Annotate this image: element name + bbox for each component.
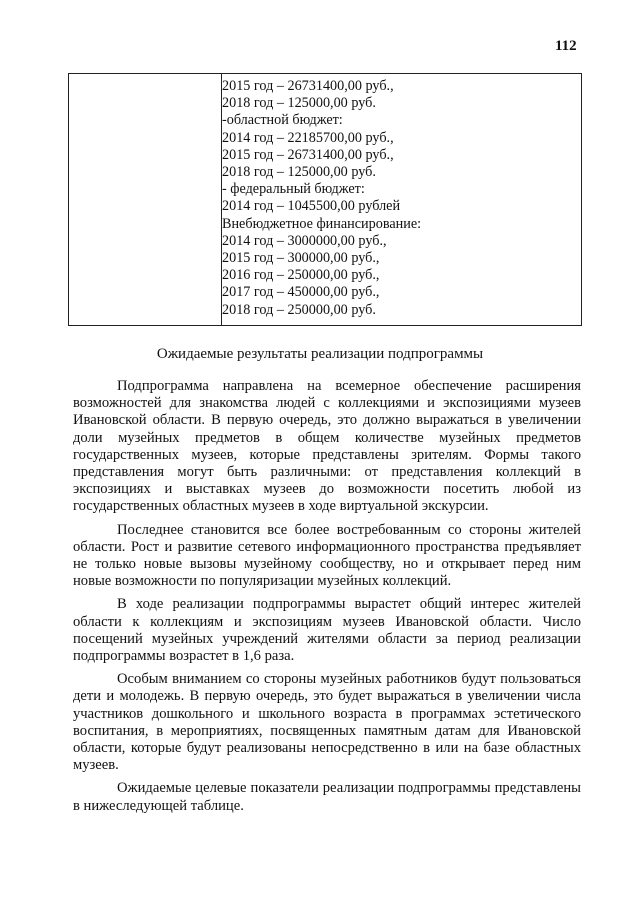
page-number: 112 xyxy=(555,38,577,54)
funding-line: 2017 год – 450000,00 руб., xyxy=(222,284,380,301)
funding-line: 2014 год – 3000000,00 руб., xyxy=(222,232,387,249)
funding-lines xyxy=(222,78,421,319)
paragraph: Последнее становится все более востребованным со стороны жителей области. Рост и развитие сетевого информационного пространства предъявляет не только новые вызовы музейному сообществу, но и открывает перед ним новые возможности по популяризации музейных коллекций. xyxy=(73,521,581,590)
section-heading: Ожидаемые результаты реализации подпрограммы xyxy=(156,346,484,362)
funding-line: 2018 год – 125000,00 руб. xyxy=(222,164,376,181)
funding-line: 2015 год – 26731400,00 руб., xyxy=(222,146,394,163)
funding-line: 2015 год – 300000,00 руб., xyxy=(222,250,380,267)
funding-line: 2018 год – 250000,00 руб. xyxy=(222,301,376,318)
funding-line: 2014 год – 22185700,00 руб., xyxy=(222,129,394,146)
body-text xyxy=(73,378,581,821)
funding-line: Внебюджетное финансирование: xyxy=(222,215,422,232)
funding-line: 2014 год – 1045500,00 рублей xyxy=(222,198,401,215)
funding-line: -областной бюджет: xyxy=(222,112,343,129)
paragraph: В ходе реализации подпрограммы вырастет общий интерес жителей области к коллекциям и экспозициям музеев Ивановской области. Число посещений музейных учреждений жителями области за период реализации подпрограммы возрастет в 1,6 раза. xyxy=(73,596,581,665)
funding-line: - федеральный бюджет: xyxy=(222,181,365,198)
funding-table xyxy=(68,73,582,326)
funding-line: 2016 год – 250000,00 руб., xyxy=(222,267,380,284)
paragraph: Особым вниманием со стороны музейных работников будут пользоваться дети и молодежь. В первую очередь, это будет выражаться в увеличении числа участников дошкольного и школьного возраста в программах эстетического воспитания, в мероприятиях, посвященных памятным датам для Ивановской области, которые будут реализованы непосредственно в или на базе областных музеев. xyxy=(73,671,581,774)
funding-line: 2015 год – 26731400,00 руб., xyxy=(222,78,394,94)
paragraph: Ожидаемые целевые показатели реализации подпрограммы представлены в нижеследующей таблице. xyxy=(73,780,581,814)
funding-line: 2018 год – 125000,00 руб. xyxy=(222,95,376,112)
paragraph: Подпрограмма направлена на всемерное обеспечение расширения возможностей для знакомства людей с коллекциями и экспозициями музеев Ивановской области. В первую очередь, это должно выражаться в увеличении доли музейных предметов в общем количестве музейных предметов государственных музеев, которые представлены зрителям. Формы такого представления могут быть различными: от представления коллекций в экспозициях и выставках музеев до возможности посетить любой из государственных областных музеев в ходе виртуальной экскурсии. xyxy=(73,378,581,515)
